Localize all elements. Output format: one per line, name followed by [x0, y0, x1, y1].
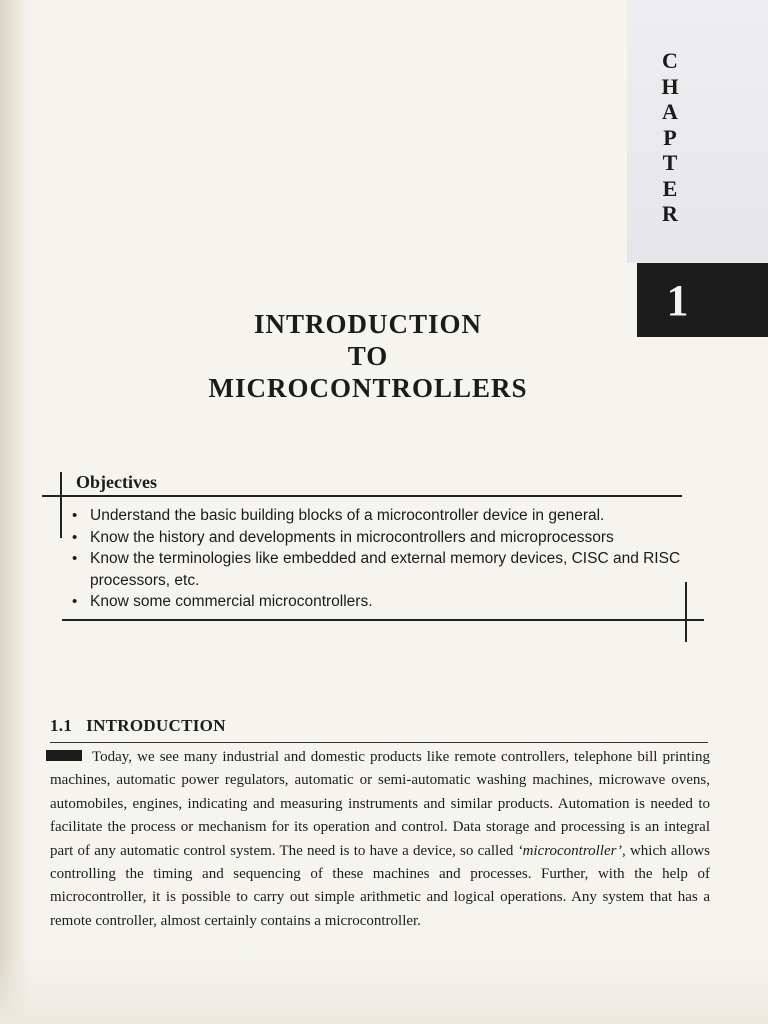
paragraph-text: , which allows controlling the timing and sequencing of these machines and processes. Further, with the help of microcontroller, it is possible to carry out simple arithmetic and logical operations. Any system that has a remote controller, almost certainly contains a microcontroller. — [50, 842, 710, 929]
chapter-title-line: INTRODUCTION — [253, 309, 483, 339]
objective-item — [72, 591, 682, 613]
bullet-icon: • — [72, 593, 78, 610]
chapter-title-line: MICROCONTROLLERS — [208, 373, 528, 403]
page-bottom-shadow — [0, 954, 768, 1024]
objective-item — [72, 548, 682, 591]
objectives-frame-right — [685, 582, 687, 642]
objectives-heading: Objectives — [76, 472, 157, 492]
objectives-frame-bottom — [62, 619, 704, 621]
section-number: 1.1 — [50, 716, 73, 735]
paragraph-text: Today, we see many industrial and domestic products like remote controllers, telephone bill printing machines, automatic power regulators, automatic or semi-automatic washing machines, microwave ovens, automobiles, engines, indicating and measuring instruments and similar products. Automation is needed to facilitate the process or mechanism for its operation and control. Data storage and processing is an integral part of any automatic control system. The need is to have a device, so called — [50, 749, 710, 859]
chapter-letter: E — [662, 175, 678, 201]
chapter-letter: A — [662, 99, 678, 124]
objective-item — [72, 505, 682, 527]
objective-text: Know the history and developments in microcontrollers and microprocessors — [90, 528, 614, 546]
objectives-frame-top — [42, 495, 682, 497]
section-heading — [50, 716, 226, 736]
chapter-title — [150, 308, 586, 404]
chapter-number-box — [637, 263, 768, 337]
bullet-icon: • — [72, 507, 78, 524]
bullet-icon: • — [72, 528, 78, 546]
objective-text: Know some commercial microcontrollers. — [90, 593, 373, 610]
chapter-label — [648, 48, 692, 227]
objectives-frame-left — [60, 472, 62, 538]
section-title: INTRODUCTION — [86, 716, 226, 735]
paragraph-emphasis: ‘microcontroller’ — [517, 842, 623, 859]
chapter-letter: R — [662, 201, 678, 226]
chapter-letter: H — [661, 73, 679, 99]
bullet-icon: • — [72, 550, 78, 567]
objective-text: Understand the basic building blocks of a microcontroller device in general. — [90, 507, 605, 524]
intro-paragraph — [50, 746, 710, 933]
chapter-title-line: TO — [347, 341, 389, 371]
chapter-letter: T — [662, 150, 678, 175]
chapter-number: 1 — [666, 275, 689, 325]
objective-item — [72, 527, 682, 549]
page-gutter-shadow — [0, 0, 30, 1024]
chapter-letter: C — [662, 48, 678, 73]
chapter-letter: P — [663, 124, 677, 150]
objectives-list — [72, 505, 682, 613]
objective-text: Know the terminologies like embedded and external memory devices, CISC and RISC processors, etc. — [90, 550, 681, 589]
section-divider — [50, 742, 708, 743]
